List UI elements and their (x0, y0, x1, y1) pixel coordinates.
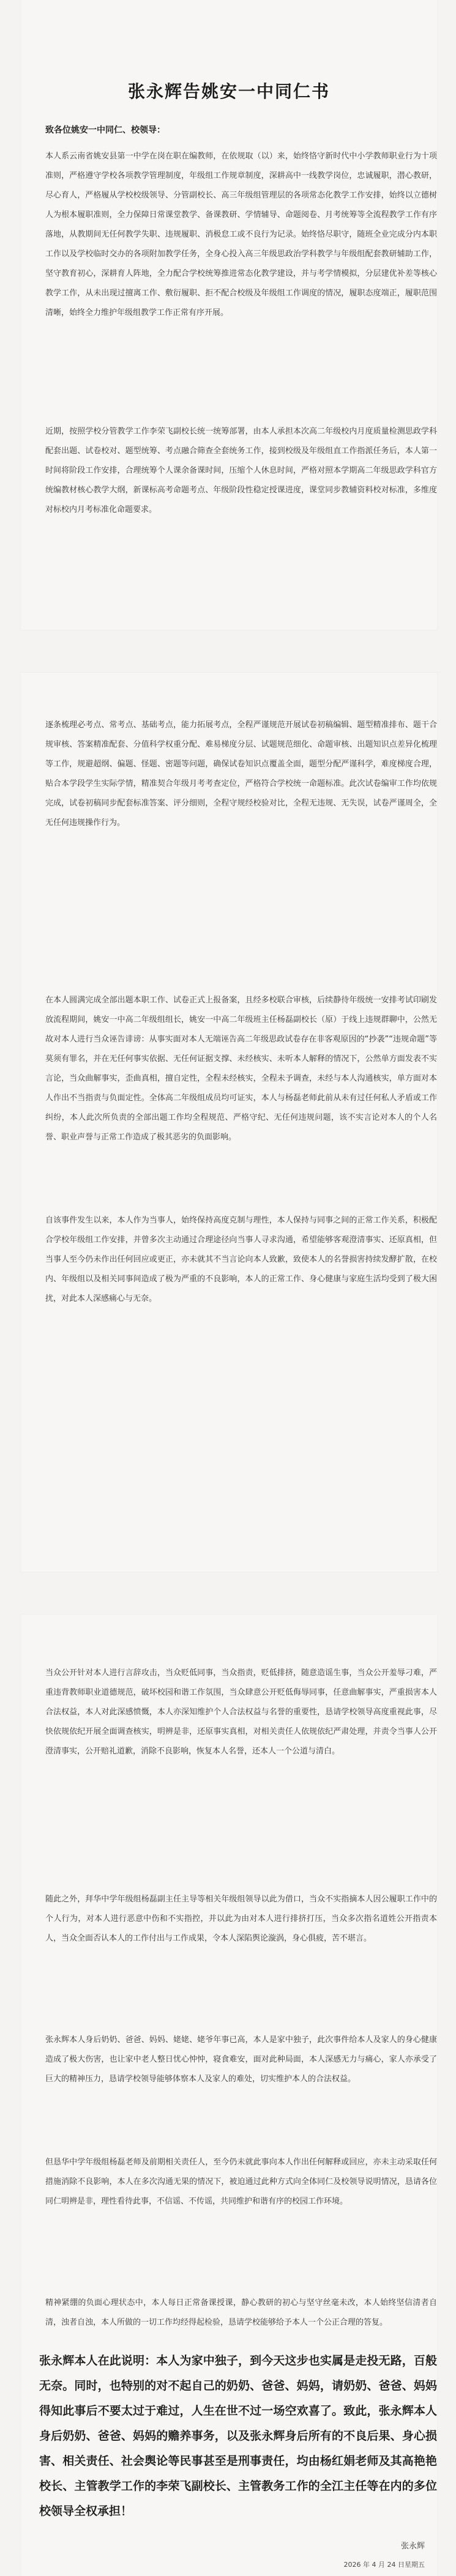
letter-closing-statement: 张永辉本人在此说明：本人为家中独子，到今天这步也实属是走投无路，百般无奈。同时，也特别的对不起自己的奶奶、爸爸、妈妈，请奶奶、爸爸、妈妈得知此事后不要太过于难过，人生在世不过一场空欢喜了。致此，张永辉本人身后奶奶、爸爸、妈妈的赡养事务，以及张永辉身后所有的不良后果、身心损害、相关责任、社会舆论等民事甚至是刑事责任，均由杨红娟老师及其高艳艳校长、主管教学工作的李荣飞副校长、主管教务工作的全江主任等在内的多位校领导全权承担！ (39, 2354, 437, 2518)
letter-page-2 (21, 673, 437, 1572)
letter-paragraph: 自该事件发生以来，本人作为当事人，始终保持高度克制与理性，本人保持与同事之间的正常工作关系，积极配合学校年级组工作安排，并曾多次主动通过合理途径向当事人寻求沟通，希望能够客观澄清事实、还原真相，但当事人至今仍未作出任何回应或更正，亦未就其不当言论向本人致歉，致使本人的名誉损害持续发酵扩散，在校内、年级组以及相关同事间造成了极为严重的不良影响，本人的正常工作、身心健康与家庭生活均受到了极大困扰，对此本人深感痛心与无奈。 (45, 1216, 437, 1303)
letter-paragraph: 近期，按照学校分管教学工作李荣飞副校长统一统筹部署，由本人承担本次高二年级校内月度质量检测思政学科配套出题、试卷校对、题型统筹、考点融合筛查全套统务工作，接到校级及年级组直工作指派任务后，本人第一时间将阶段工作安排，合理统筹个人课余备课时间，压缩个人休息时间，严格对照本学期高二年级思政学科官方统编教材核心教学大纲，新课标高考命题考点、年级阶段性稳定授课进度，课堂同步教辅资料校对标准，多维度对标校内月考标准化命题要求。 (45, 427, 437, 514)
letter-signature: 张永辉 (400, 2542, 425, 2551)
letter-paragraph: 随此之外，拜华中学年级组杨磊副主任主导等相关年级组领导以此为借口，当众不实指摘本人因公履职工作中的个人行为，对本人进行恶意中伤和不实指控，并以此为由对本人进行排挤打压，当众多次指名道姓公开指责本人，当众全面否认本人的工作付出与工作成果，令本人深陷舆论漩涡，身心俱疲，苦不堪言。 (45, 1895, 437, 1943)
letter-paragraph: 逐条梳理必考点、常考点、基础考点，能力拓展考点，全程严谨规范开展试卷初稿编辑、题型精准排布、题干合规审核、答案精准配套、分值科学权重分配、难易梯度分层、试题规范细化、命题审核、出题知识点差异化梳理等工作，规避超纲、偏题、怪题、密题等问题，确保试卷知识点覆盖全面，题型分配严谨科学，难度梯度合理，贴合本学段学生实际学情，精准契合年级月考考查定位，严格符合学校统一命题标准。此次试卷编审工作均依规完成，试卷初稿同步配套标准答案、评分细则，全程守规经校验对比，全程无违规、无失误，试卷严谨周全，全无任何违规操作行为。 (45, 720, 437, 827)
letter-date: 2026 年 4 月 24 日星期五 (343, 2561, 425, 2569)
letter-paragraph: 张永辉本人身后奶奶、爸爸、妈妈、姥姥、姥爷年事已高，本人是家中独子，此次事件给本人及家人的身心健康造成了极大伤害，也让家中老人整日忧心忡忡，寝食难安，面对此种局面，本人深感无力与痛心，家人亦承受了巨大的精神压力，恳请学校领导能够体察本人及家人的难处，切实维护本人的合法权益。 (45, 2035, 437, 2084)
letter-paragraph: 精神紧绷的负面心理状态中，本人每日正常备课授课，静心教研的初心与坚守丝毫未改，本人始终坚信清者自清，浊者自浊，本人所做的一切工作均经得起检验，恳请学校能够给予本人一个公正合理的答复。 (45, 2298, 437, 2327)
letter-paragraph: 当众公开针对本人进行言辞攻击，当众贬低同事，当众指责，贬低排挤，随意造谣生事，当众公开羞辱刁难，严重违背教师职业道德规范，破坏校园和谐工作氛围，当众肆意公开贬低侮辱同事，任意曲解事实，严重损害本人合法权益，本人对此深感愤慨，本人亦深知维护个人合法权益与名誉的重要性，恳请学校领导高度重视此事，尽快依规依纪开展全面调查核实，明辨是非，还原事实真相，对相关责任人依规依纪严肃处理，并责令当事人公开澄清事实，公开赔礼道歉，消除不良影响，恢复本人名誉，还本人一个公道与清白。 (45, 1668, 437, 1756)
letter-paragraph: 但恳华中学年级组杨磊老师及前期相关责任人，至今仍未就此事向本人作出任何解释或回应，亦未主动采取任何措施消除不良影响，本人在多次沟通无果的情况下，被迫通过此种方式向全体同仁及校领导说明情况，恳请各位同仁明辨是非，理性看待此事，不信谣、不传谣，共同维护和谐有序的校园工作环境。 (45, 2158, 437, 2206)
letter-title: 张永辉告姚安一中同仁书 (127, 81, 330, 102)
letter-salutation: 致各位姚安一中同仁、校领导： (45, 125, 165, 135)
letter-paragraph: 本人系云南省姚安县第一中学在岗在职在编教师，在依规取（以）来，始终恪守新时代中小学教师职业行为十项准则，严格遵守学校各项教学管理制度，年级组工作规章制度，深耕高中一线教学岗位，忠诚履职，潜心教研，尽心育人，严格履从学校校级领导、分管副校长、高三年级组管理层的各项常态化教学工作安排，始终以立德树人为根本履职准则，全力保障日常课堂教学、备课教研、学情辅导、命题阅卷、月考统筹等全流程教学工作有序落地，从教期间无任何教学失职、违规履职、消极怠工或不良行为记录。始终恪尽职守，随班全业完成分内本职工作以及学校临时交办的各项附加教学任务，全身心投入高三年级思政治学科教学与年级组配套教研辅助工作，坚守教育初心，深耕育人阵地，全力配合学校统筹推进常态化教学建设，并与考学情模拟，分层建优补差等核心教学工作，从未出现过擅离工作、敷衍履职、拒不配合校级及年级组工作调度的情况，履职态度端正，履职范围清晰，始终全力维护年级组教学工作正常有序开展。 (45, 152, 437, 317)
letter-page-1 (21, 0, 437, 630)
letter-paragraph: 在本人圆满完成全部出题本职工作、试卷正式上报备案，且经多校联合审核，后续静待年级统一安排考试印刷发放流程期间，姚安一中高二年级组组长，姚安一中高二年级班主任杨磊副校长（原）于线上违规群聊中，公然无故对本人进行当众诬告诽谤：从事实面对本人无端诬告高二年级思政试卷存在非客观原因的“抄袭”“违规命题”等莫须有罪名，并在无任何事实依据、无任何证据支撑、未经核实、未听本人解释的情况下，公然单方面发表不实言论，当众曲解事实，歪曲真相，擅自定性，全程未经核实，全程未予调查，未经与本人沟通核实，单方面对本人作出不当指责与负面定性。全体高二年级组成员均可证实，本人与杨磊老师此前从未有过任何私人矛盾或工作纠纷，本人此次所负责的全部出题工作均全程规范、严格守纪、无任何违规问题，该不实言论对本人的个人名誉、职业声誉与正常工作造成了极其恶劣的负面影响。 (45, 996, 437, 1142)
letter-page-3 (21, 1615, 437, 2576)
